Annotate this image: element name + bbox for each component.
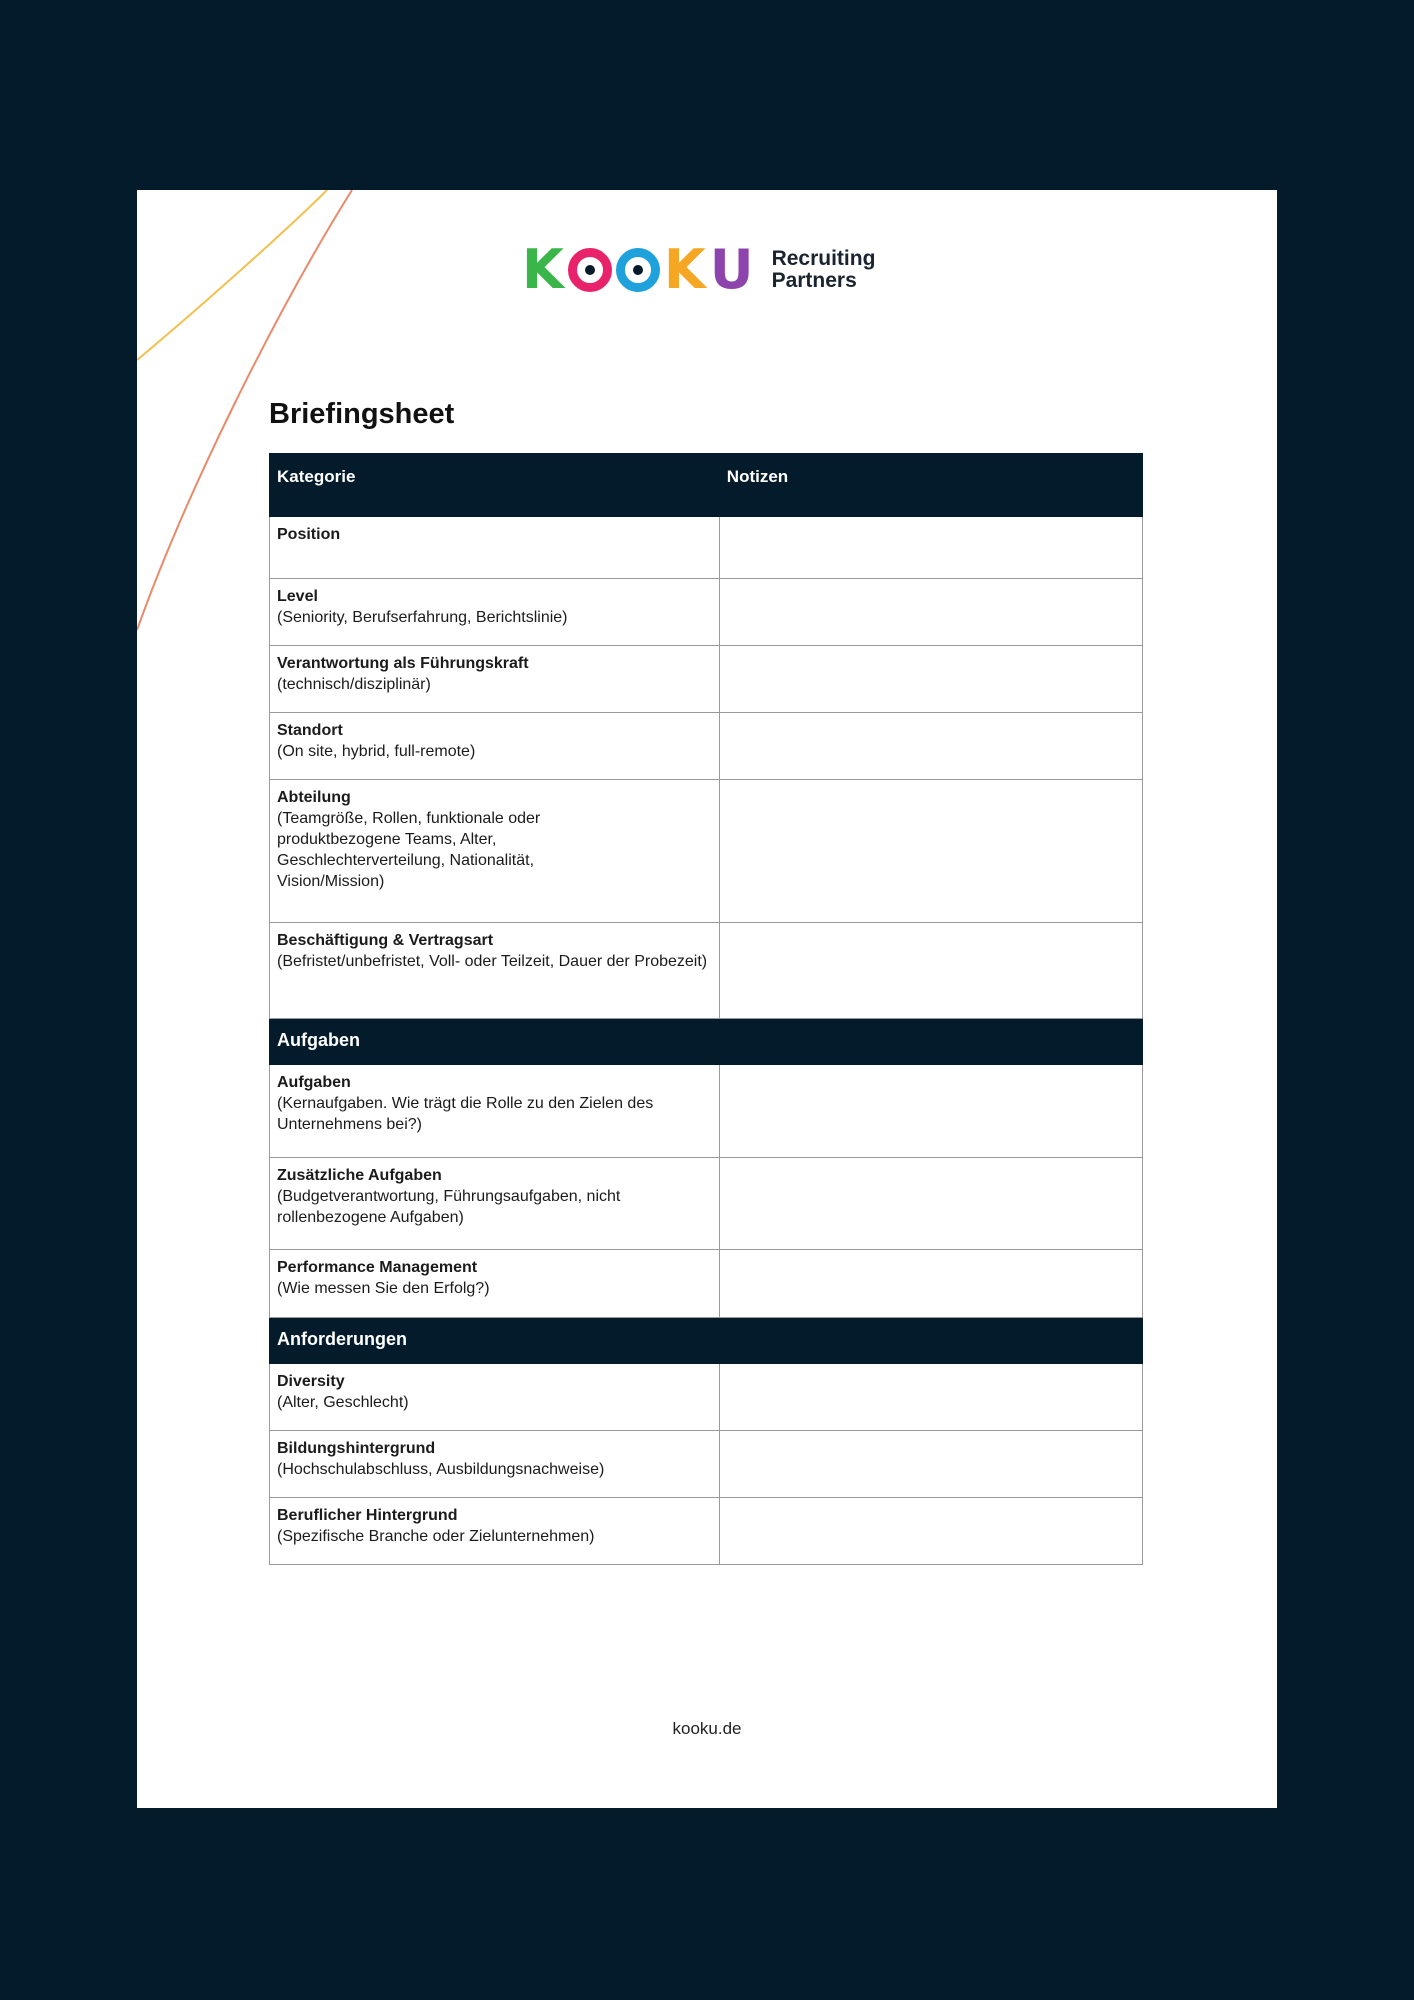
- category-label: Verantwortung als Führungskraft: [277, 655, 529, 672]
- notes-cell[interactable]: [719, 1065, 1142, 1158]
- category-cell: [270, 1364, 720, 1431]
- category-cell: [270, 517, 720, 579]
- category-description: (Alter, Geschlecht): [277, 1394, 409, 1411]
- category-label: Beruflicher Hintergrund: [277, 1507, 458, 1524]
- notes-cell[interactable]: [719, 1158, 1142, 1250]
- category-cell: [270, 780, 720, 923]
- column-header-notes: Notizen: [719, 454, 1142, 517]
- notes-cell[interactable]: [719, 1364, 1142, 1431]
- category-description: (Befristet/unbefristet, Voll- oder Teilzeit, Dauer der Probezeit): [277, 953, 708, 970]
- notes-cell[interactable]: [719, 579, 1142, 646]
- category-label: Level: [277, 588, 318, 605]
- category-cell: [270, 1431, 720, 1498]
- category-label: Aufgaben: [277, 1074, 351, 1091]
- category-cell: [270, 579, 720, 646]
- table-row: [270, 1065, 1143, 1158]
- section-notes-cell: [719, 1019, 1142, 1065]
- category-label: Standort: [277, 722, 343, 739]
- notes-cell[interactable]: [719, 1250, 1142, 1318]
- category-description: (Budgetverantwortung, Führungsaufgaben, nicht rollenbezogene Aufgaben): [277, 1188, 621, 1226]
- category-cell: [270, 713, 720, 780]
- table-row: [270, 1431, 1143, 1498]
- category-label: Zusätzliche Aufgaben: [277, 1167, 442, 1184]
- logo-letter-u: U: [709, 238, 754, 301]
- category-cell: [270, 1065, 720, 1158]
- notes-cell[interactable]: [719, 713, 1142, 780]
- category-label: Bildungshintergrund: [277, 1440, 436, 1457]
- logo-letter-k2: K: [663, 238, 706, 301]
- page-title: Briefingsheet: [269, 398, 455, 430]
- table-header-row: [270, 454, 1143, 517]
- category-description: (technisch/disziplinär): [277, 676, 431, 693]
- category-cell: [270, 1250, 720, 1318]
- logo-wordmark: [522, 238, 754, 301]
- category-description: (Kernaufgaben. Wie trägt die Rolle zu den Zielen des Unternehmens bei?): [277, 1095, 654, 1133]
- kooku-logo: [522, 238, 876, 301]
- table-row: [270, 579, 1143, 646]
- section-title: Aufgaben: [270, 1019, 720, 1065]
- logo-tagline: [772, 248, 876, 292]
- logo-letter-k: K: [522, 238, 564, 301]
- column-header-category: Kategorie: [270, 454, 720, 517]
- table-row: [270, 713, 1143, 780]
- table-row: [270, 1158, 1143, 1250]
- category-label: Performance Management: [277, 1259, 478, 1276]
- category-description: (Hochschulabschluss, Ausbildungsnachweise): [277, 1461, 605, 1478]
- category-description: (On site, hybrid, full-remote): [277, 743, 476, 760]
- category-cell: [270, 1498, 720, 1565]
- category-cell: [270, 923, 720, 1019]
- table-row: [270, 1364, 1143, 1431]
- logo-eye-icon: [616, 248, 660, 292]
- notes-cell[interactable]: [719, 923, 1142, 1019]
- category-cell: [270, 1158, 720, 1250]
- table-row: [270, 1250, 1143, 1318]
- briefing-table: [269, 453, 1143, 1565]
- table-row: [270, 780, 1143, 923]
- notes-cell[interactable]: [719, 1431, 1142, 1498]
- table-row: [270, 1498, 1143, 1565]
- table-row: [270, 517, 1143, 579]
- section-header-requirements: [270, 1318, 1143, 1364]
- category-description: (Teamgröße, Rollen, funktionale oder produktbezogene Teams, Alter, Geschlechterverteilung, Nationalität, Vision/Mission): [277, 810, 541, 890]
- category-description: (Seniority, Berufserfahrung, Berichtslinie): [277, 609, 568, 626]
- category-label: Position: [277, 526, 341, 543]
- section-header-tasks: [270, 1019, 1143, 1065]
- logo-eye-icon: [568, 248, 612, 292]
- logo-tagline-line2: Partners: [771, 269, 857, 292]
- category-label: Abteilung: [277, 789, 351, 806]
- document-page: [137, 190, 1277, 1808]
- category-label: Diversity: [277, 1373, 345, 1390]
- table-row: [270, 646, 1143, 713]
- table-row: [270, 923, 1143, 1019]
- category-description: (Spezifische Branche oder Zielunternehmen): [277, 1528, 595, 1545]
- logo-tagline-line1: Recruiting: [771, 247, 876, 270]
- section-title: Anforderungen: [270, 1318, 720, 1364]
- notes-cell[interactable]: [719, 780, 1142, 923]
- category-description: (Wie messen Sie den Erfolg?): [277, 1280, 490, 1297]
- category-label: Beschäftigung & Vertragsart: [277, 932, 494, 949]
- notes-cell[interactable]: [719, 646, 1142, 713]
- footer-url: kooku.de: [672, 1719, 742, 1738]
- category-cell: [270, 646, 720, 713]
- notes-cell[interactable]: [719, 1498, 1142, 1565]
- section-notes-cell: [719, 1318, 1142, 1364]
- notes-cell[interactable]: [719, 517, 1142, 579]
